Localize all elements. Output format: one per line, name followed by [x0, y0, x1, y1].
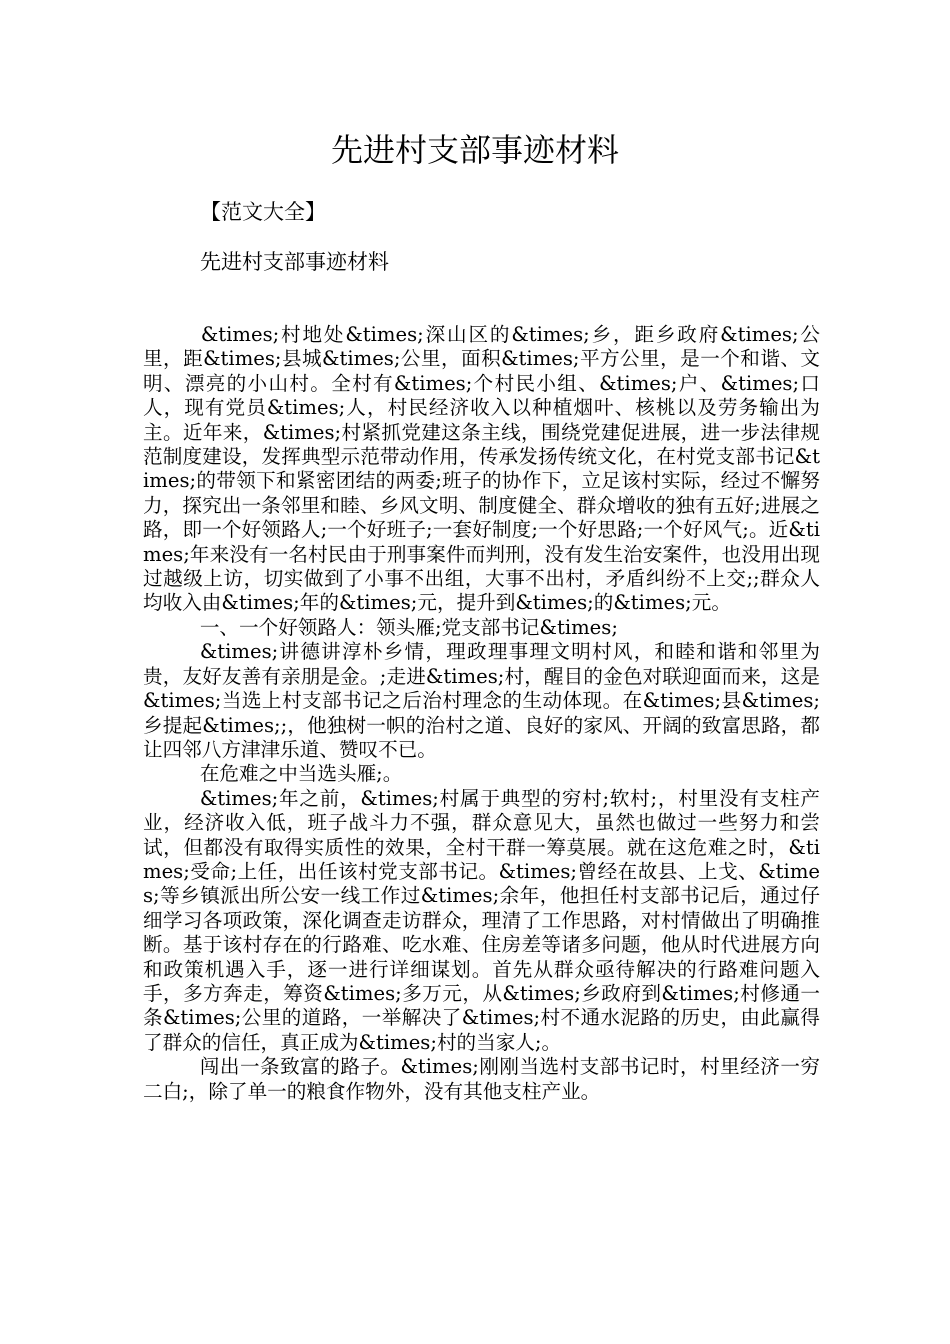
section-heading-leader: 一、一个好领路人：领头雁;党支部书记&times;: [199, 615, 618, 639]
paragraph-wealth-path: 闯出一条致富的路子。&times;刚刚当选村支部书记时，村里经济一穷二白;，除了单一的粮食作物外，没有其他支柱产业。: [143, 1055, 820, 1103]
category-tag: 【范文大全】: [200, 200, 326, 224]
paragraph-history: &times;年之前，&times;村属于典型的穷村;软村;，村里没有支柱产业，经济收入低，班子战斗力不强，群众意见大，虽然也做过一些努力和尝试，但都没有取得实质性的效果，全村干群一筹莫展。就在这危难之时，&times;受命;上任，出任该村党支部书记。&times;曾经在故县、上戈、&times;等乡镇派出所公安一线工作过&times;余年，他担任村支部书记后，通过仔细学习各项政策，深化调查走访群众，理清了工作思路，对村情做出了明确推断。基于该村存在的行路难、吃水难、住房差等诸多问题，他从时代进展方向和政策机遇入手，逐一进行详细谋划。首先从群众亟待解决的行路难问题入手，多方奔走，筹资&times;多万元，从&times;乡政府到&times;村修通一条&times;公里的道路，一举解决了&times;村不通水泥路的历史，由此赢得了群众的信任，真正成为&times;村的当家人;。: [143, 786, 820, 1054]
document-body: [143, 323, 820, 1104]
paragraph-intro: &times;村地处&times;深山区的&times;乡，距乡政府&times;公里，距&times;县城&times;公里，面积&times;平方公里，是一个和谐、文明、漂亮的小山村。全村有&times;个村民小组、&times;户、&times;口人，现有党员&times;人，村民经济收入以种植烟叶、核桃以及劳务输出为主。近年来，&times;村紧抓党建这条主线，围绕党建促进展，进一步法律规范制度建设，发挥典型示范带动作用，传承发扬传统文化，在村党支部书记&times;的带领下和紧密团结的两委;班子的协作下，立足该村实际，经过不懈努力，探究出一条邻里和睦、乡风文明、制度健全、群众增收的独有五好;进展之路，即一个好领路人;一个好班子;一套好制度;一个好思路;一个好风气;。近&times;年来没有一名村民由于刑事案件而判刑，没有发生治安案件，也没用出现过越级上访，切实做到了小事不出组，大事不出村，矛盾纠纷不上交;;群众人均收入由&times;年的&times;元，提升到&times;的&times;元。: [143, 323, 820, 615]
document-title: 先进村支部事迹材料: [330, 131, 619, 169]
document-subtitle: 先进村支部事迹材料: [200, 250, 389, 274]
paragraph-leader: &times;讲德讲淳朴乡情，理政理事理文明村风，和睦和谐和邻里为贵，友好友善有亲朋是金。;走进&times;村，醒目的金色对联迎面而来，这是&times;当选上村支部书记之后治村理念的生动体现。在&times;县&times;乡提起&times;;，他独树一帜的治村之道、良好的家风、开阔的致富思路，都让四邻八方津津乐道、赞叹不已。: [143, 640, 820, 761]
section-subheading-elected: 在危难之中当选头雁;。: [199, 762, 403, 786]
